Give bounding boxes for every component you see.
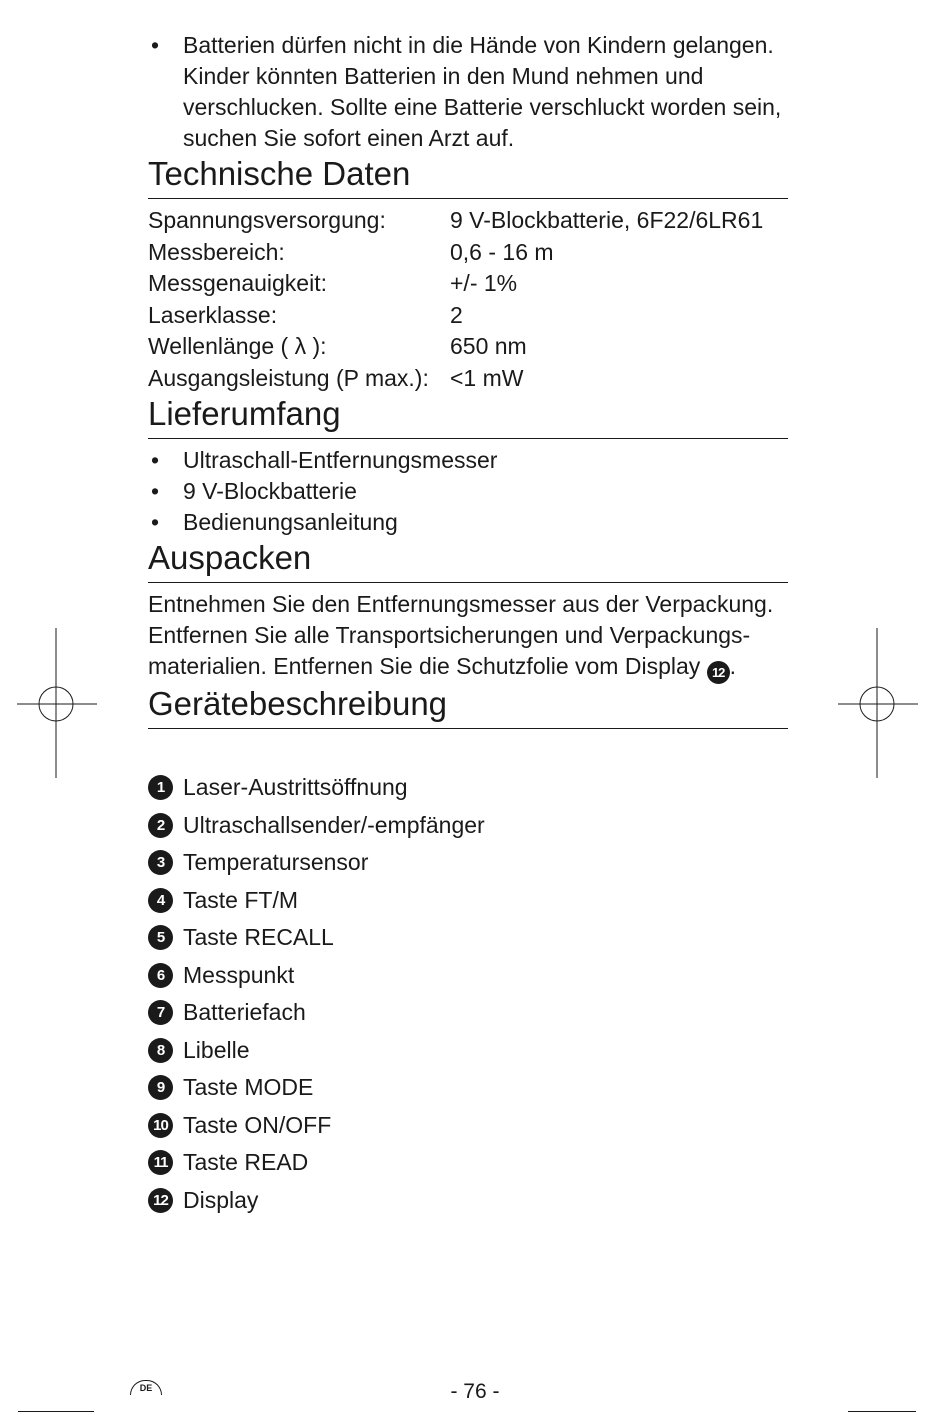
part-number-badge: 8: [148, 1038, 173, 1063]
part-number-badge: 9: [148, 1075, 173, 1100]
part-item: [148, 882, 788, 920]
part-number-badge: 3: [148, 850, 173, 875]
registration-mark-left-icon: [17, 628, 97, 778]
bullet-dot: •: [151, 478, 160, 504]
part-item: [148, 1182, 788, 1220]
part-item: [148, 769, 788, 807]
spec-value: 9 V-Blockbatterie, 6F22/6LR61: [450, 207, 764, 233]
bullet-dot: •: [151, 509, 160, 535]
part-label: Display: [183, 1186, 259, 1213]
section-heading-technische-daten: Technische Daten: [148, 154, 788, 199]
part-number-badge: 7: [148, 1000, 173, 1025]
page-content: [148, 28, 788, 1219]
section-heading-geraetebeschreibung: Gerätebeschreibung: [148, 684, 788, 729]
spec-row: [148, 363, 763, 395]
part-number-badge: 6: [148, 963, 173, 988]
unpacking-text: Entnehmen Sie den Entfernungsmesser aus der Verpackung. Entfernen Sie alle Transportsicherungen und Verpackungs-materialien. Entfernen Sie die Schutzfolie vom Display: [148, 591, 774, 679]
specs-table: [148, 205, 763, 394]
unpacking-text-end: .: [729, 653, 737, 679]
spec-label: Laserklasse:: [148, 301, 278, 328]
part-label: Taste ON/OFF: [183, 1111, 332, 1138]
part-label: Taste READ: [183, 1149, 309, 1176]
spec-value: 650 nm: [450, 333, 527, 359]
crop-line-right: [848, 1411, 916, 1412]
bullet-dot: •: [151, 447, 160, 473]
part-item: [148, 807, 788, 845]
spec-label: Messbereich:: [148, 238, 285, 265]
part-label: Messpunkt: [183, 961, 295, 988]
spec-row: [148, 205, 763, 237]
list-item-label: Bedienungsanleitung: [183, 509, 398, 535]
spec-row: [148, 268, 763, 300]
part-item: [148, 957, 788, 995]
spec-value: <1 mW: [450, 364, 524, 391]
spec-label: Spannungsversorgung:: [148, 207, 386, 233]
registration-mark-right-icon: [838, 628, 918, 778]
part-item: [148, 1032, 788, 1070]
spec-row: [148, 300, 763, 332]
language-badge: DE: [130, 1380, 162, 1395]
part-label: Libelle: [183, 1036, 250, 1063]
parts-list: [148, 769, 788, 1219]
section-heading-auspacken: Auspacken: [148, 538, 788, 583]
safety-bullet-text: Batterien dürfen nicht in die Hände von Kindern gelangen. Kinder könnten Batterien in den Mund nehmen und verschlucken. Sollte eine Batterie verschluckt worden sein, suchen Sie sofort einen Arzt auf.: [183, 32, 782, 151]
crop-line-left: [18, 1411, 94, 1412]
part-number-badge: 10: [148, 1113, 173, 1138]
list-item-label: 9 V-Blockbatterie: [183, 478, 357, 504]
part-item: [148, 1069, 788, 1107]
part-label: Ultraschallsender/-empfänger: [183, 811, 485, 838]
part-number-badge: 12: [148, 1188, 173, 1213]
spec-value: 2: [450, 301, 463, 328]
delivery-list: [148, 445, 788, 538]
part-label: Batteriefach: [183, 999, 306, 1026]
list-item: [148, 476, 788, 507]
part-number-badge: 2: [148, 813, 173, 838]
list-item: [148, 445, 788, 476]
spec-value: 0,6 - 16 m: [450, 238, 554, 265]
page-number: - 76 -: [450, 1380, 500, 1403]
list-item: [148, 507, 788, 538]
part-item: [148, 1144, 788, 1182]
safety-bullet-list: [148, 30, 788, 154]
safety-bullet: [148, 30, 788, 154]
part-number-badge: 11: [148, 1150, 173, 1175]
part-number-badge: 5: [148, 925, 173, 950]
part-number-badge: 4: [148, 888, 173, 913]
part-label: Taste FT/M: [183, 886, 299, 913]
spec-value: +/- 1%: [450, 270, 518, 296]
part-number-badge: 1: [148, 775, 173, 800]
part-item: [148, 844, 788, 882]
spec-label: Wellenlänge ( λ ):: [148, 333, 327, 359]
spec-label: Ausgangsleistung (P max.):: [148, 364, 429, 391]
part-label: Temperatursensor: [183, 849, 369, 876]
section-heading-lieferumfang: Lieferumfang: [148, 394, 788, 439]
spec-row: [148, 331, 763, 363]
part-label: Laser-Austrittsöffnung: [183, 774, 408, 801]
spec-row: [148, 237, 763, 269]
bullet-dot: •: [151, 32, 160, 58]
part-item: [148, 1107, 788, 1145]
part-item: [148, 919, 788, 957]
unpacking-paragraph: [148, 589, 788, 684]
display-ref-number: 12: [707, 661, 730, 684]
part-item: [148, 994, 788, 1032]
list-item-label: Ultraschall-Entfernungsmesser: [183, 447, 498, 473]
part-label: Taste RECALL: [183, 924, 334, 951]
spec-label: Messgenauigkeit:: [148, 270, 327, 296]
part-label: Taste MODE: [183, 1074, 314, 1101]
